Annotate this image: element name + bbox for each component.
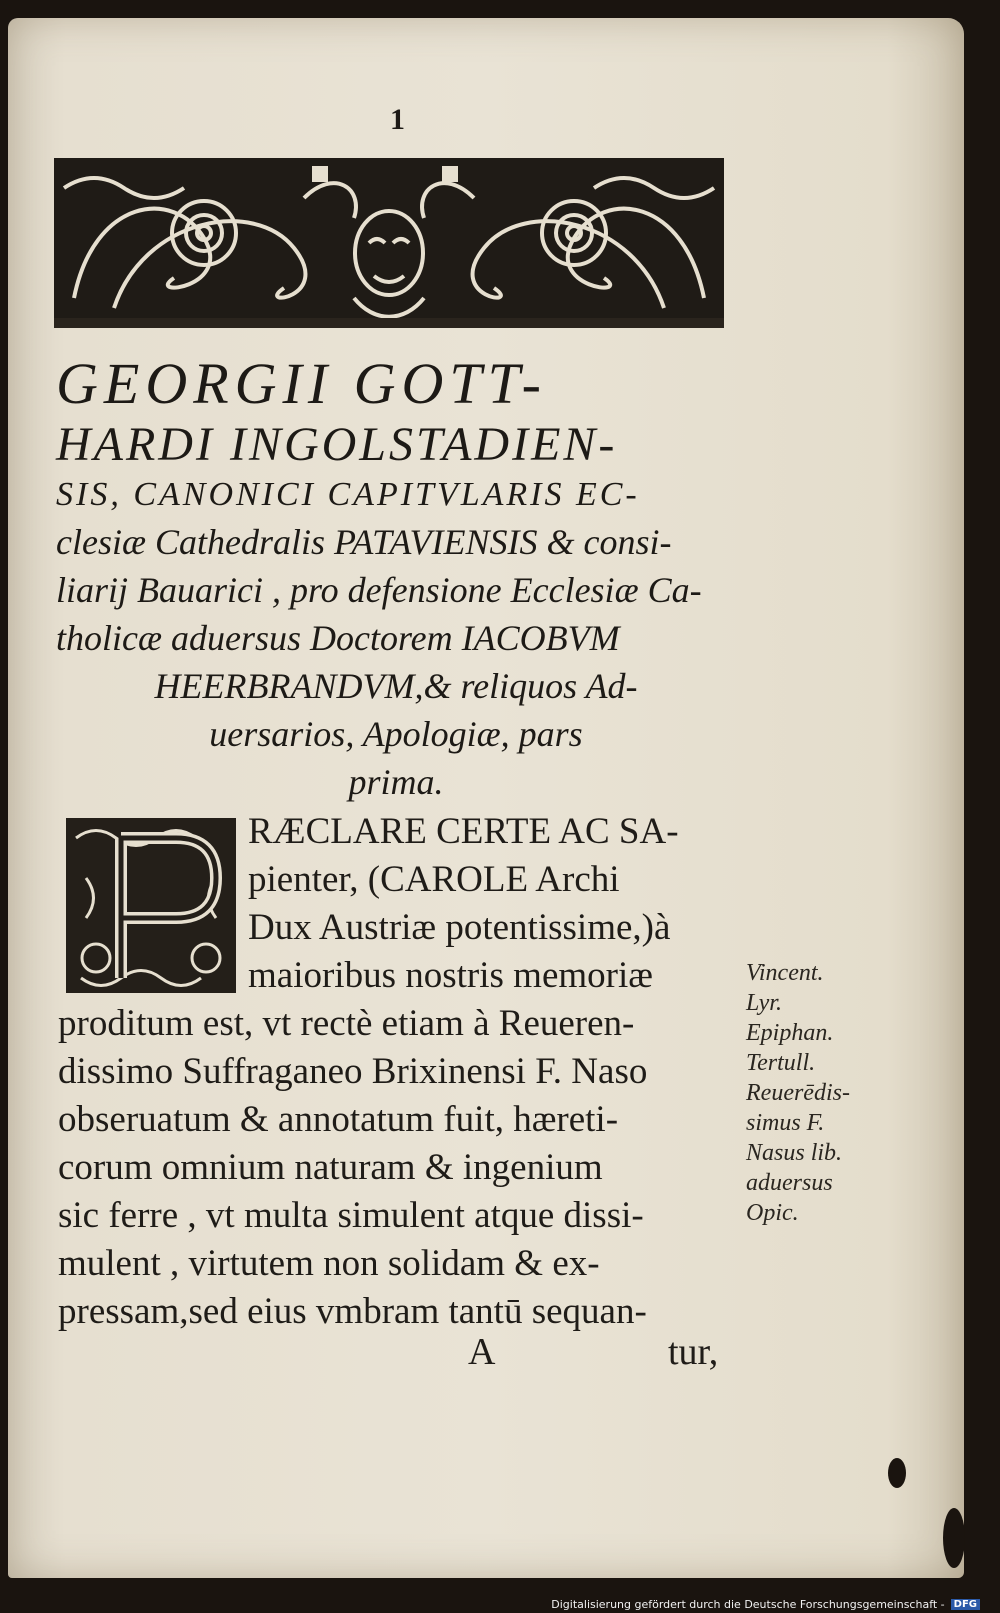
margin-note: Lyr.: [746, 990, 782, 1016]
page-damage: [943, 1508, 965, 1568]
title-line: tholicæ aduersus Doctorem IACOBVM: [56, 618, 620, 658]
ornamental-headpiece: [54, 158, 724, 328]
body-line: RÆCLARE CERTE AC SA-: [248, 811, 679, 852]
margin-note: Epiphan.: [746, 1020, 834, 1046]
book-page: [8, 18, 964, 1578]
catchword: tur,: [668, 1331, 719, 1373]
margin-note: Vincent.: [746, 960, 824, 986]
body-line: Dux Austriæ potentissime,)à: [248, 907, 671, 948]
dfg-logo-icon: DFG: [951, 1599, 980, 1610]
margin-note: Reuerēdis-: [746, 1080, 850, 1106]
signature-mark: A: [468, 1331, 496, 1373]
body-line: mulent , virtutem non solidam & ex-: [58, 1243, 600, 1284]
margin-note: Nasus lib.: [746, 1140, 843, 1166]
margin-notes: [746, 958, 896, 1228]
title-line: HARDI INGOLSTADIEN-: [56, 418, 618, 471]
title-line: liarij Bauarici , pro defensione Ecclesiæ Ca-: [56, 570, 702, 610]
body-text: [58, 808, 738, 1336]
title-line: GEORGII GOTT-: [56, 351, 547, 416]
footer-credit: [551, 1598, 980, 1611]
body-line: pressam,sed eius vmbram tantū sequan-: [58, 1291, 647, 1332]
title-line: HEERBRANDVM,& reliquos Ad-: [154, 666, 638, 706]
body-line: proditum est, vt rectè etiam à Reueren-: [58, 1003, 635, 1044]
body-line: dissimo Suffraganeo Brixinensi F. Naso: [58, 1051, 648, 1092]
margin-note: Opic.: [746, 1200, 799, 1226]
margin-note: simus F.: [746, 1110, 825, 1136]
title-line: SIS, CANONICI CAPITVLARIS EC-: [56, 476, 640, 513]
body-line: maioribus nostris memoriæ: [248, 955, 653, 996]
body-line: corum omnium naturam & ingenium: [58, 1147, 603, 1188]
book-title: [56, 350, 736, 806]
title-line: prima.: [348, 762, 444, 802]
body-line: sic ferre , vt multa simulent atque dissi-: [58, 1195, 644, 1236]
margin-note: Tertull.: [746, 1050, 816, 1076]
page-damage: [888, 1458, 906, 1488]
title-line: clesiæ Cathedralis PATAVIENSIS & consi-: [56, 522, 672, 562]
body-line: pienter, (CAROLE Archi: [248, 859, 620, 900]
body-line: obseruatum & annotatum fuit, hæreti-: [58, 1099, 619, 1140]
margin-note: aduersus: [746, 1170, 833, 1196]
footer-text: Digitalisierung gefördert durch die Deutsche Forschungsgemeinschaft -: [551, 1598, 945, 1611]
page-number: 1: [390, 103, 405, 136]
title-line: uersarios, Apologiæ, pars: [209, 714, 583, 754]
